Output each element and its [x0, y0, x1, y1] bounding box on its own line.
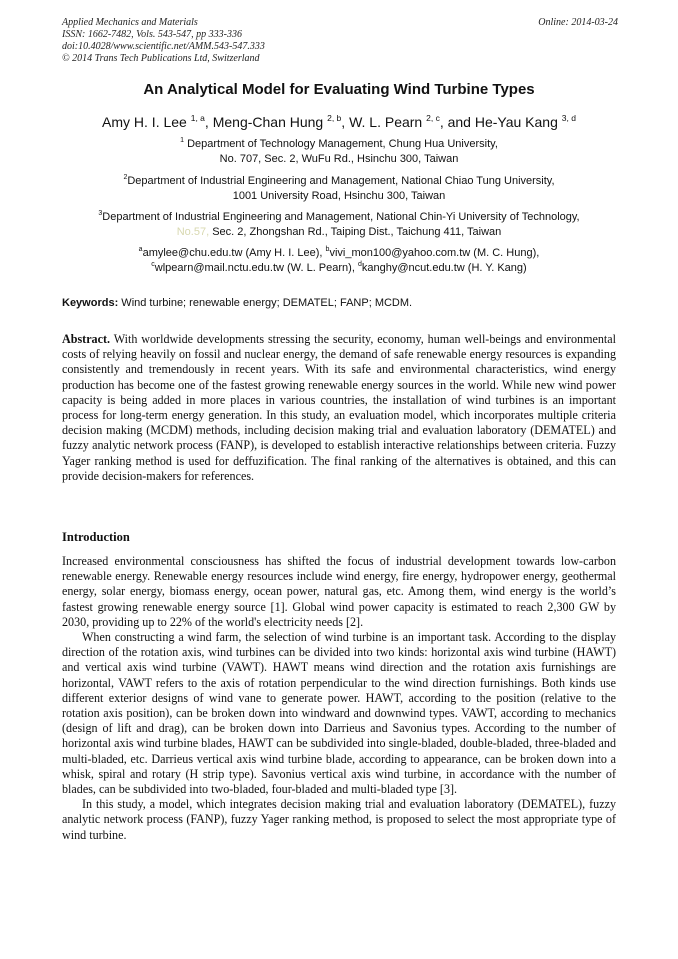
- introduction-body: [62, 554, 616, 843]
- affiliation-line: Sec. 2, Zhongshan Rd., Taiping Dist., Taichung 411, Taiwan: [209, 226, 502, 238]
- abstract-text: With worldwide developments stressing the security, economy, human well-beings and environmental costs of relying heavily on fossil and nuclear energy, the demand of safe renewable energy resources is expanding consistently and tremendously in recent years. With its safe and environmental characteristics, wind energy production has become one of the fastest growing renewable energy sources in the world. While new wind power capacity is being added in more places in various countries, the installation of wind turbines is an important process for long-term energy generation. In this study, an evaluation model, which incorporates multiple criteria decision making (MCDM) methods, including decision making trial and evaluation laboratory (DEMATEL) and fuzzy analytic network process (FANP), is developed to establish interactive relationships between criteria. Fuzzy Yager ranking method is used for deffuzification. The final ranking of the alternatives is obtained, and this can provide decision-makers for references.: [62, 332, 616, 483]
- paper-title: An Analytical Model for Evaluating Wind Turbine Types: [143, 81, 535, 98]
- author-separator: , and: [439, 114, 475, 130]
- author-sup: 1, a: [190, 113, 205, 123]
- affiliation-line: Department of Technology Management, Chung Hua University,: [184, 138, 498, 150]
- author-separator: ,: [204, 114, 213, 130]
- doi: doi:10.4028/www.scientific.net/AMM.543-547.333: [62, 41, 265, 52]
- email-sup: b: [325, 246, 330, 253]
- affiliation-faint-text: No.57,: [176, 226, 210, 238]
- affiliation-1: [0, 137, 678, 167]
- email-link[interactable]: vivi_mon100@yahoo.com.tw (M. C. Hung),: [329, 247, 540, 259]
- affiliation-sup: 3: [98, 210, 103, 217]
- journal-header: [62, 17, 618, 65]
- email-link[interactable]: wlpearn@mail.nctu.edu.tw (W. L. Pearn),: [154, 262, 358, 274]
- affiliation-3: [0, 210, 678, 240]
- author-list: [0, 113, 678, 131]
- abstract: [62, 332, 616, 484]
- author-name: He-Yau Kang: [474, 114, 558, 130]
- author-sup: 3, d: [561, 113, 576, 123]
- keywords-label: Keywords:: [62, 297, 119, 309]
- keywords: [62, 296, 618, 310]
- author-separator: ,: [341, 114, 350, 130]
- introduction-heading: Introduction: [62, 530, 130, 544]
- paragraph: In this study, a model, which integrates decision making trial and evaluation laboratory (DEMATEL), fuzzy analytic network process (FANP), fuzzy Yager ranking method, is proposed to select the most appropriate type of wind turbine.: [62, 797, 616, 842]
- affiliation-line: 1001 University Road, Hsinchu 300, Taiwan: [232, 190, 446, 202]
- online-date: Online: 2014-03-24: [538, 17, 618, 28]
- issn: ISSN: 1662-7482, Vols. 543-547, pp 333-336: [62, 29, 242, 40]
- affiliation-line: Department of Industrial Engineering and Management, National Chin-Yi University of Technology,: [102, 211, 580, 223]
- affiliation-sup: 1: [180, 137, 185, 144]
- paragraph: When constructing a wind farm, the selection of wind turbine is an important task. According to the display direction of the rotation axis, wind turbines can be divided into two kinds: horizontal axis wind turbine (HAWT) and vertical axis wind turbine (VAWT). HAWT means wind direction and the rotation axis furnishings are horizontal, VAWT refers to the axis of rotation perpendicular to the wind direction furnishings. Both kinds use different exterior designs of wind vane to generate power. HAWT, according to the position (relative to the rotation axis position), can be broken down into windward and downwind types. VAWT, according to mechanics (design of lift and drag), can be broken down into Darrieus and Savonius types. According to the number of horizontal axis wind turbine blades, HAWT can be subdivided into single-bladed, double-bladed, three-bladed and multi-bladed, etc. Darrieus vertical axis wind turbine blade, according to appearance, can be broken down into a whisk, spiral and rotary (H strip type). Savonius vertical axis wind turbine, in accordance with the number of blades, can be subdivided into two-bladed, four-bladed and multi-bladed type [3].: [62, 630, 616, 797]
- keywords-text: Wind turbine; renewable energy; DEMATEL; FANP; MCDM.: [118, 297, 413, 309]
- email-sup: a: [138, 246, 143, 253]
- author-sup: 2, b: [327, 113, 342, 123]
- email-sup: d: [357, 261, 362, 268]
- author-name: Meng-Chan Hung: [212, 114, 324, 130]
- author-name: W. L. Pearn: [349, 114, 423, 130]
- paragraph: Increased environmental consciousness has shifted the focus of industrial development towards low-carbon renewable energy. Renewable energy resources include wind energy, fire energy, hydropower energy, geothermal energy, solar energy, biomass energy, ocean power, natural gas, etc. Among them, wind energy is the world’s fastest growing renewable energy source [1]. Global wind power capacity is estimated to reach 2,300 GW by 2030, providing up to 22% of the world's electricity needs [2].: [62, 554, 616, 629]
- affiliation-line: Department of Industrial Engineering and Management, National Chiao Tung University,: [127, 175, 555, 187]
- journal-name: Applied Mechanics and Materials: [62, 17, 198, 28]
- email-sup: c: [151, 261, 155, 268]
- author-sup: 2, c: [426, 113, 440, 123]
- affiliation-sup: 2: [123, 174, 128, 181]
- abstract-label: Abstract.: [62, 332, 111, 346]
- affiliation-line: No. 707, Sec. 2, WuFu Rd., Hsinchu 300, Taiwan: [219, 153, 459, 165]
- author-emails: [0, 246, 678, 276]
- affiliation-2: [0, 174, 678, 204]
- email-link[interactable]: kanghy@ncut.edu.tw (H. Y. Kang): [361, 262, 527, 274]
- author-name: Amy H. I. Lee: [102, 114, 187, 130]
- copyright: © 2014 Trans Tech Publications Ltd, Switzerland: [62, 53, 260, 64]
- email-link[interactable]: amylee@chu.edu.tw (Amy H. I. Lee),: [142, 247, 326, 259]
